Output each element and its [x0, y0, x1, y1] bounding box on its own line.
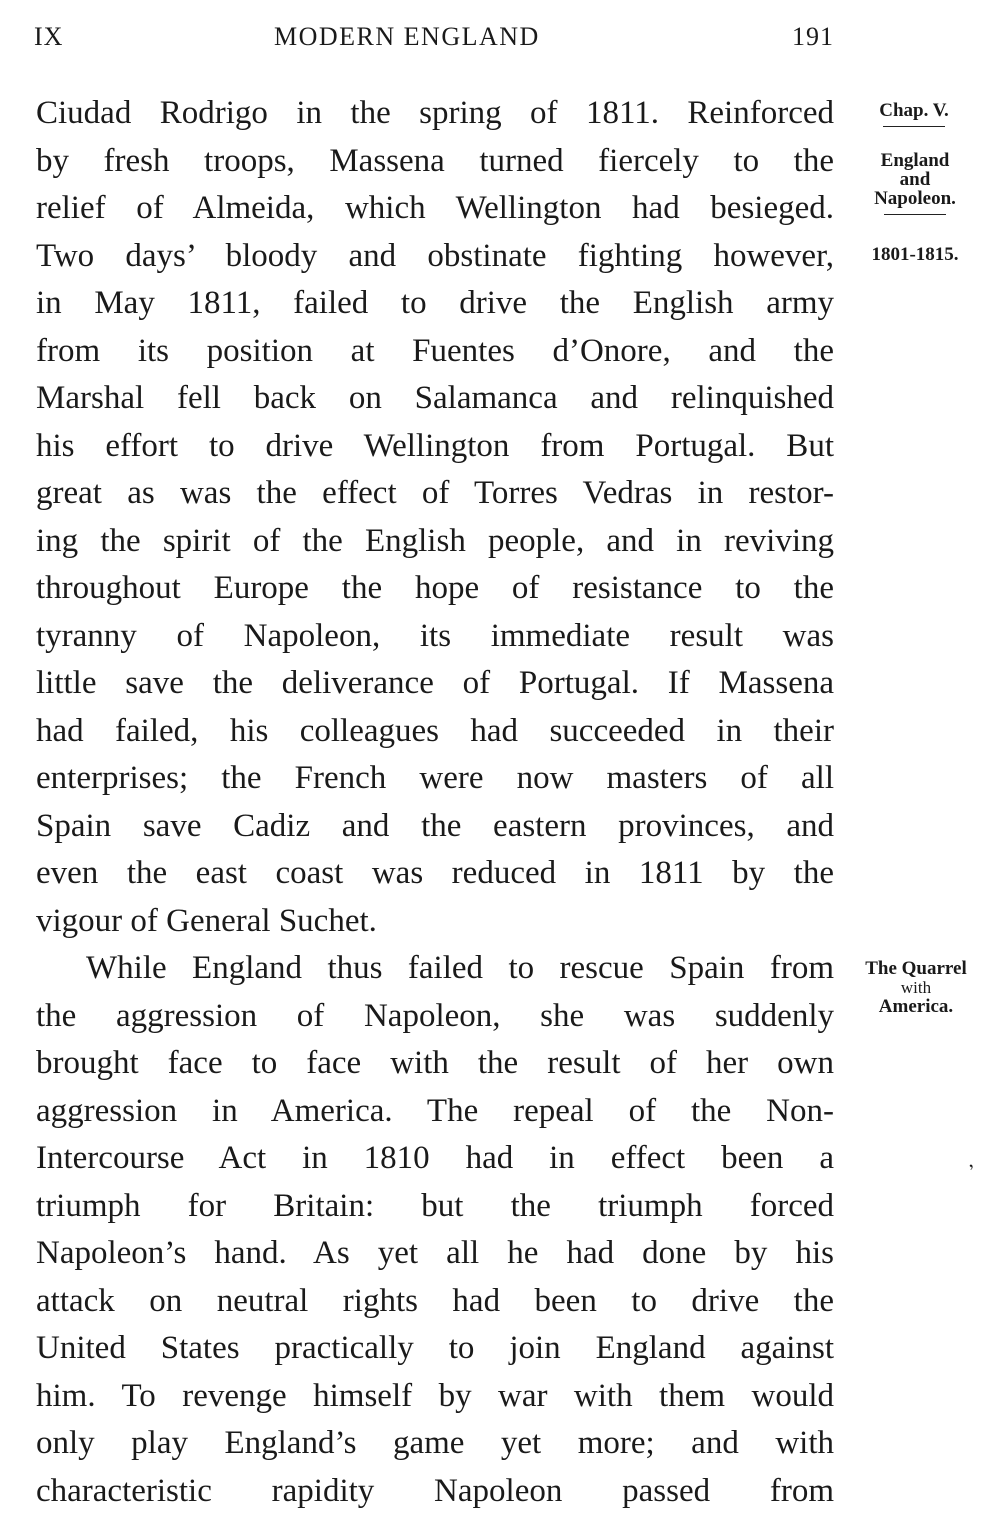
text-line: great as was the effect of Torres Vedras in restor-: [36, 475, 834, 511]
paragraph-1: [36, 90, 834, 945]
text-line: vigour of General Suchet.: [36, 902, 377, 939]
text-line: United States practically to join England against: [36, 1330, 834, 1366]
section-line-2: and: [899, 169, 931, 190]
text-line: ing the spirit of the English people, and in reviving: [36, 522, 834, 559]
text-line: Marshal fell back on Salamanca and relinquished: [36, 380, 834, 416]
stray-ink-mark: ‚: [962, 1149, 977, 1173]
paragraph-2: [36, 945, 834, 1515]
text-line: him. To revenge himself by war with them would: [36, 1377, 834, 1414]
text-line: Napoleon’s hand. As yet all he had done by his: [36, 1235, 834, 1271]
text-line: Two days’ bloody and obstinate fighting however,: [36, 237, 834, 274]
text-line: relief of Almeida, which Wellington had besieged.: [36, 190, 834, 226]
text-line: Intercourse Act in 1810 had in effect been a: [36, 1140, 834, 1176]
chapter-label: Chap. V.: [879, 100, 949, 121]
text-line: only play England’s game yet more; and with: [36, 1425, 834, 1461]
margin-note-chapter: [858, 100, 970, 133]
divider-rule: [883, 126, 945, 127]
text-line: Spain save Cadiz and the eastern provinces, and: [36, 807, 834, 844]
text-line: his effort to drive Wellington from Portugal. But: [36, 427, 834, 464]
text-line: tyranny of Napoleon, its immediate result was: [36, 617, 834, 654]
text-line: from its position at Fuentes d’Onore, and the: [36, 332, 834, 369]
text-line: brought face to face with the result of her own: [36, 1045, 834, 1081]
text-line: had failed, his colleagues had succeeded in their: [36, 712, 834, 749]
text-line: in May 1811, failed to drive the English army: [36, 285, 834, 321]
text-line: throughout Europe the hope of resistance to the: [36, 570, 834, 606]
text-line: characteristic rapidity Napoleon passed from: [36, 1472, 834, 1509]
divider-rule: [884, 214, 946, 215]
text-line: enterprises; the French were now masters of all: [36, 760, 834, 796]
body-text: [36, 90, 834, 1515]
text-line: triumph for Britain: but the triumph forced: [36, 1187, 834, 1224]
quarrel-line-1: The Quarrel: [865, 958, 967, 979]
text-line: even the east coast was reduced in 1811 by the: [36, 855, 834, 891]
chapter-roman-numeral: IX: [34, 22, 64, 51]
text-line: aggression in America. The repeal of the Non-: [36, 1092, 834, 1129]
text-line: little save the deliverance of Portugal. If Massena: [36, 665, 834, 701]
text-line: attack on neutral rights had been to drive the: [36, 1282, 834, 1319]
section-line-1: England: [880, 150, 950, 171]
book-title: MODERN ENGLAND: [274, 22, 540, 51]
quarrel-line-2: with: [900, 978, 932, 997]
running-head: [34, 22, 834, 56]
text-line: While England thus failed to rescue Spain from: [86, 950, 834, 986]
text-line: Ciudad Rodrigo in the spring of 1811. Reinforced: [36, 95, 834, 131]
margin-note-section: [854, 150, 976, 221]
quarrel-line-3: America.: [878, 996, 954, 1017]
section-line-3: Napoleon.: [874, 188, 956, 209]
margin-note-quarrel: [846, 958, 986, 1018]
years-label: 1801-1815.: [871, 244, 959, 265]
text-line: the aggression of Napoleon, she was suddenly: [36, 997, 834, 1034]
page-number: 191: [792, 22, 834, 51]
text-line: by fresh troops, Massena turned fiercely to the: [36, 142, 834, 179]
margin-note-years: [854, 244, 976, 266]
